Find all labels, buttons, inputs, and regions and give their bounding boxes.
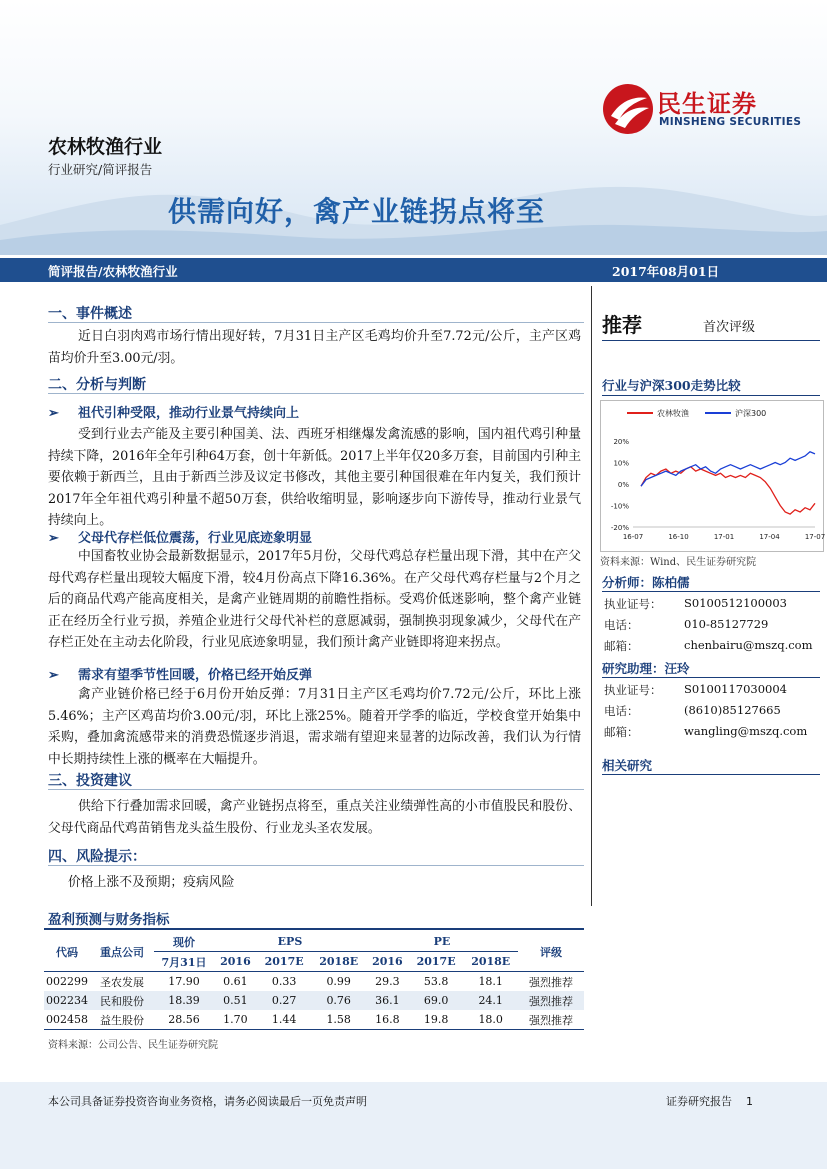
cell-price: 28.56 — [168, 1013, 200, 1026]
y-tick-label: -10% — [610, 502, 629, 511]
band-date: 2017年08月01日 — [612, 264, 720, 279]
cell-price: 18.39 — [168, 994, 200, 1007]
x-tick-label: 16-10 — [668, 533, 689, 541]
series-line-2 — [641, 452, 815, 486]
table-row — [44, 991, 584, 1010]
related-rule — [602, 774, 820, 775]
section-1-rule — [48, 322, 584, 323]
y-tick-label: 0% — [617, 481, 629, 489]
header-eps: EPS — [214, 932, 366, 952]
cell-company: 圣农发展 — [100, 975, 144, 989]
band-category: 简评报告/农林牧渔行业 — [48, 264, 178, 279]
subsection-2a-text: 受到行业去产能及主要引种国美、法、西班牙相继爆发禽流感的影响，国内祖代鸡引种量持续下降，2016年全年引种64万套，创十年新低。2017上半年仅20多万套，目前国内引种主要依赖于新西兰，且由于新西兰涉及议定书修改，其他主要引种国很难在年内复关，我们预计2017年全年祖代鸡引种量不超50万套，供给收缩明显，影响逐步向下游传导，推动行业景气持续向上。 — [48, 427, 581, 528]
cell-eps: 0.33 — [271, 975, 297, 988]
industry-name: 农林牧渔行业 — [48, 136, 163, 158]
cell-pe: 29.3 — [375, 975, 400, 988]
header-year: 2017E — [416, 955, 456, 968]
x-tick-label: 16-07 — [622, 533, 644, 541]
cell-code: 002234 — [46, 994, 88, 1007]
assistant-id: S0100117030004 — [684, 682, 787, 696]
y-tick-label: 10% — [613, 459, 629, 468]
arrow-bullet-icon: ➢ — [48, 406, 59, 421]
logo-text-cn: 民生证券 — [657, 90, 757, 118]
header-rating: 评级 — [540, 945, 562, 959]
footer-label: 证券研究报告 1 — [666, 1095, 753, 1108]
page-number: 1 — [746, 1095, 753, 1108]
cell-pe: 24.1 — [478, 994, 503, 1007]
cell-eps: 1.70 — [223, 1013, 248, 1026]
sidebar-rule — [602, 340, 820, 341]
series-line-1 — [641, 467, 815, 514]
section-3-title: 三、投资建议 — [48, 773, 132, 789]
cell-company: 益生股份 — [100, 1013, 144, 1027]
header-code: 代码 — [56, 945, 78, 959]
arrow-bullet-icon: ➢ — [48, 668, 59, 683]
analyst-email-label: 邮箱： — [604, 639, 639, 653]
section-4-rule — [48, 865, 584, 866]
minsheng-logo-icon — [601, 82, 655, 136]
y-tick-label: 20% — [613, 438, 629, 446]
cell-price: 17.90 — [168, 975, 200, 988]
header-price-date: 7月31日 — [161, 955, 207, 969]
related-research-title: 相关研究 — [602, 758, 653, 773]
header-year: 2016 — [220, 955, 251, 968]
x-tick-label: 17-07 — [804, 533, 826, 541]
analyst-phone: 010-85127729 — [684, 617, 769, 631]
table-top-rule — [44, 928, 584, 930]
cell-rating: 强烈推荐 — [529, 994, 573, 1008]
cell-eps: 0.27 — [271, 994, 297, 1007]
cell-eps: 1.44 — [271, 1013, 297, 1026]
cell-eps: 0.99 — [326, 975, 351, 988]
arrow-bullet-icon: ➢ — [48, 531, 59, 546]
x-tick-label: 17-01 — [713, 533, 735, 541]
header-price: 现价 — [154, 932, 214, 952]
subsection-2a-title: ➢ 祖代引种受限，推动行业景气持续向上 — [48, 406, 300, 421]
assistant-email-label: 邮箱： — [604, 725, 639, 739]
cell-company: 民和股份 — [100, 994, 144, 1008]
cell-rating: 强烈推荐 — [529, 1013, 573, 1027]
cell-rating: 强烈推荐 — [529, 975, 573, 989]
analyst-rule — [602, 591, 820, 592]
cell-pe: 18.1 — [478, 975, 503, 988]
table-row — [44, 972, 584, 992]
column-divider — [591, 286, 592, 906]
cell-code: 002458 — [46, 1013, 88, 1026]
logo-text-en: MINSHENG SECURITIES — [659, 116, 802, 128]
header-pe: PE — [366, 932, 518, 952]
cell-eps: 0.61 — [223, 975, 248, 988]
section-4-text: 价格上涨不及预期；疫病风险 — [68, 875, 235, 890]
cell-eps: 0.51 — [223, 994, 248, 1007]
section-1-text: 近日白羽肉鸡市场行情出现好转，7月31日主产区毛鸡均价升至7.72元/公斤，主产区鸡苗均价升至3.00元/羽。 — [48, 329, 581, 366]
legend-label: 沪深300 — [735, 409, 767, 418]
assistant-phone: (8610)85127665 — [684, 703, 781, 717]
cell-pe: 69.0 — [423, 994, 449, 1007]
footer-disclaimer[interactable]: 本公司具备证券投资咨询业务资格，请务必阅读最后一页免责声明 — [48, 1095, 367, 1108]
chart-source: 资料来源：Wind、民生证券研究院 — [600, 557, 757, 568]
table-header-row-1 — [44, 932, 584, 952]
analyst-phone-label: 电话： — [604, 618, 639, 632]
chart-title-rule — [602, 395, 820, 396]
chart-title: 行业与沪深300走势比较 — [602, 378, 741, 393]
header-year: 2017E — [264, 955, 304, 968]
assistant-phone-label: 电话： — [604, 704, 639, 718]
subsection-2c-text: 禽产业链价格已经于6月份开始反弹：7月31日主产区毛鸡均价7.72元/公斤，环比上涨5.46%；主产区鸡苗均价3.00元/羽，环比上涨25%。随着开学季的临近，学校食堂开始集中采购，叠加禽流感带来的消费恐慌逐步消退，需求端有望迎来显著的边际改善，我们认为行情中长期持续性上涨的概率在大幅提升。 — [48, 687, 581, 767]
cell-eps: 0.76 — [326, 994, 351, 1007]
cell-pe: 53.8 — [423, 975, 449, 988]
section-1-title: 一、事件概述 — [48, 306, 132, 322]
y-tick-label: -20% — [610, 524, 629, 532]
section-2-title: 二、分析与判断 — [48, 377, 146, 393]
assistant-id-label: 执业证号： — [604, 683, 662, 697]
section-4-title: 四、风险提示： — [48, 849, 146, 865]
section-3-rule — [48, 789, 584, 790]
header-company: 重点公司 — [100, 945, 144, 959]
table-source: 资料来源：公司公告、民生证券研究院 — [48, 1040, 218, 1051]
trend-chart-svg — [601, 401, 826, 551]
trend-chart — [600, 400, 824, 552]
table-row — [44, 1010, 584, 1030]
cell-pe: 18.0 — [478, 1013, 503, 1026]
analyst-title: 分析师：陈柏儒 — [602, 575, 690, 590]
assistant-rule — [602, 677, 820, 678]
header-year: 2018E — [471, 955, 511, 968]
report-type: 行业研究/简评报告 — [48, 162, 153, 177]
cell-code: 002299 — [46, 975, 88, 988]
table-title: 盈利预测与财务指标 — [48, 912, 170, 928]
section-3-text: 供给下行叠加需求回暖，禽产业链拐点将至，重点关注业绩弹性高的小市值股民和股份、父母代商品代鸡苗销售龙头益生股份、行业龙头圣农发展。 — [48, 799, 581, 836]
subsection-2c-title: ➢ 需求有望季节性回暖，价格已经开始反弹 — [48, 668, 313, 683]
subsection-2b-text: 中国畜牧业协会最新数据显示，2017年5月份，父母代鸡总存栏量出现下滑，其中在产父母代鸡存栏量出现较大幅度下滑，较4月份高点下降16.36%。在产父母代鸡存栏量与2个月之后的商品代鸡产能高度相关，是禽产业链周期的前瞻性指标。受鸡价低迷影响，整个禽产业链正在经历全行业亏损，养殖企业进行父母代补栏的意愿减弱，强制换羽现象减少，父母代在产存栏正处在主动去化阶段，行业见底迹象明显，我们预计禽产业链即将迎来拐点。 — [48, 549, 581, 650]
x-tick-label: 17-04 — [759, 533, 780, 541]
analyst-id-label: 执业证号： — [604, 597, 662, 611]
rating-note: 首次评级 — [703, 320, 756, 335]
assistant-title: 研究助理：汪玲 — [602, 661, 690, 676]
section-2-rule — [48, 393, 584, 394]
legend-label: 农林牧渔 — [657, 409, 689, 418]
assistant-email[interactable]: wangling@mszq.com — [684, 724, 808, 738]
analyst-email[interactable]: chenbairu@mszq.com — [684, 638, 813, 652]
cell-pe: 36.1 — [375, 994, 400, 1007]
cell-pe: 19.8 — [423, 1013, 449, 1026]
financial-table — [44, 932, 584, 1030]
cell-eps: 1.58 — [326, 1013, 351, 1026]
header-year: 2018E — [319, 955, 359, 968]
cell-pe: 16.8 — [375, 1013, 400, 1026]
header-year: 2016 — [372, 955, 403, 968]
analyst-id: S0100512100003 — [684, 596, 787, 610]
report-title: 供需向好，禽产业链拐点将至 — [168, 195, 546, 228]
subsection-2b-title: ➢ 父母代存栏低位震荡，行业见底迹象明显 — [48, 531, 313, 546]
rating: 推荐 — [602, 313, 642, 337]
